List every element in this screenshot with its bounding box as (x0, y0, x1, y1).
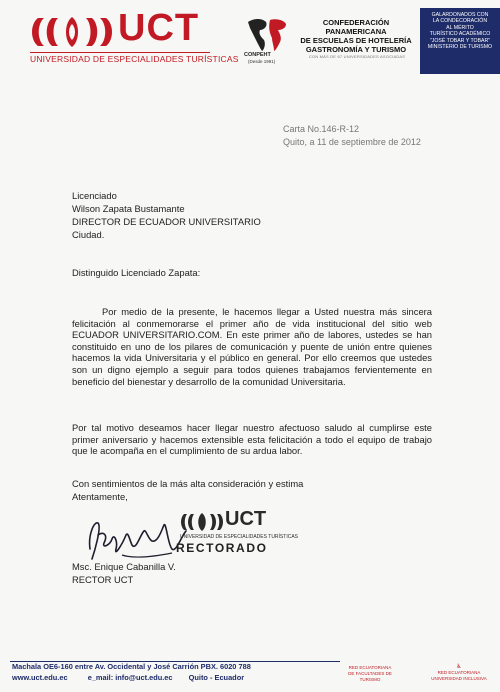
award-line: GALARDONADOS CON (431, 12, 489, 18)
network-badge-tourism (340, 665, 400, 683)
recipient-city: Ciudad. (72, 229, 105, 240)
network-line: RED ECUATORIANA (348, 665, 392, 670)
award-line: LA CONDECORACIÓN (432, 18, 488, 25)
footer-address: Machala OE6-160 entre Av. Occidental y José Carrión PBX. 6020 788 (12, 662, 251, 671)
signer-name: Msc. Enique Cabanilla V. (72, 561, 176, 572)
footer-contact (12, 673, 244, 682)
closing-signoff: Atentamente, (72, 491, 128, 502)
award-badge (420, 8, 500, 74)
award-line: TURÍSTICO ACADÉMICO (429, 31, 491, 38)
letter-date: Quito, a 11 de septiembre de 2012 (283, 137, 421, 147)
signer-title: RECTOR UCT (72, 574, 134, 585)
award-line: MINISTERIO DE TURISMO (427, 44, 493, 51)
uct-logo-text: UCT (118, 7, 200, 49)
confederation-name (294, 18, 418, 54)
seal-subtitle: UNIVERSIDAD DE ESPECIALIDADES TURÍSTICAS (180, 534, 298, 540)
network-line: RED ECUATORIANA (437, 670, 481, 675)
conpeht-since: (Desde 1991) (248, 59, 276, 64)
recipient-position: DIRECTOR DE ECUADOR UNIVERSITARIO (72, 216, 261, 227)
award-line: "JOSÉ TOBAR Y TOBAR" (429, 37, 491, 44)
footer-email: e_mail: info@uct.edu.ec (87, 673, 173, 682)
confederation-line: GASTRONOMÍA Y TURISMO (305, 45, 407, 54)
paragraph-text: Por tal motivo deseamos hacer llegar nuestro afectuoso saludo al cumplirse este primer aniversario y hacemos extensible esta felicitación a todo el equipo de trabajo que le acompaña en el cumplimiento de su ardua labor. (72, 422, 432, 457)
paragraph-text: Por medio de la presente, le hacemos llegar a Usted nuestra más sincera felicitación al conmemorarse el primer año de vida institucional del sitio web ECUADOR UNIVERSITARIO.COM. En este primer año de labores, ustedes se han constituido en uno de los pilares de comunicación y puente de unión entre quienes hacemos la vida Universitaria y el público en general. Por ello creemos que ustedes son un digno ejemplo a seguir para todos quienes trabajamos fervientemente en beneficio del bienestar y desarrollo de la comunidad Universitaria. (72, 306, 432, 387)
handwritten-signature (82, 505, 192, 565)
logo-divider (30, 52, 210, 53)
americas-map-icon (246, 16, 288, 52)
salutation: Distinguido Licenciado Zapata: (72, 267, 201, 278)
seal-rectorado: RECTORADO (176, 541, 268, 555)
recipient-title: Licenciado (72, 190, 117, 201)
confederation-line: DE ESCUELAS DE HOTELERÍA (300, 36, 412, 45)
inclusive-icon: ♿ (456, 664, 462, 670)
award-line: AL MÉRITO (446, 24, 474, 31)
uct-logo-icon (30, 14, 114, 50)
seal-uct-text: UCT (225, 508, 267, 530)
closing-line: Con sentimientos de la más alta consideración y estima (72, 478, 304, 489)
letter-reference: Carta No.146-R-12 (283, 124, 360, 134)
conpeht-label: CONPEHT (244, 52, 271, 58)
recipient-name: Wilson Zapata Bustamante (72, 203, 185, 214)
network-badge-inclusive (426, 664, 492, 682)
confederation-line: CONFEDERACIÓN PANAMERICANA (322, 18, 390, 36)
footer-city: Quito - Ecuador (188, 673, 245, 682)
network-line: DE FACULTADES DE TURISMO (348, 671, 392, 682)
seal-uct-logo-icon (180, 512, 224, 532)
footer-website: www.uct.edu.ec (12, 673, 68, 682)
paragraph-greeting (72, 422, 432, 457)
network-line: UNIVERSIDAD INCLUSIVA (431, 676, 487, 681)
paragraph-congratulation (72, 306, 432, 387)
confederation-subtitle: CON MÁS DE 67 UNIVERSIDADES ASOCIADAS (308, 54, 406, 59)
uct-subtitle: UNIVERSIDAD DE ESPECIALIDADES TURÍSTICAS (30, 54, 239, 64)
